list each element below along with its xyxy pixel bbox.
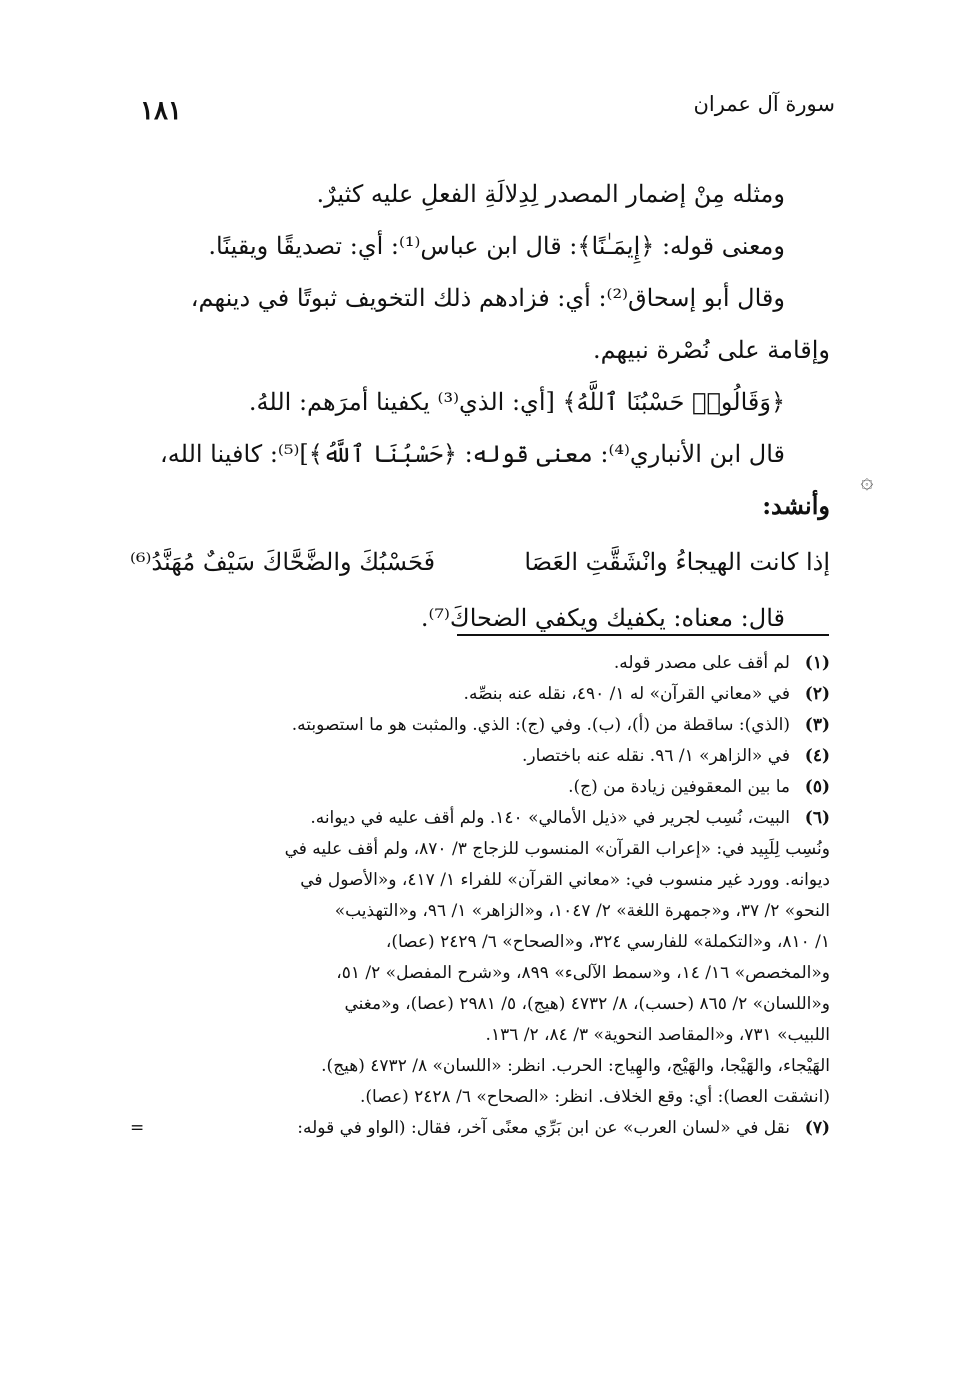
verse-first-hemistich: إذا كانت الهيجاءُ وانْشَقَّتِ العَصَا	[524, 548, 830, 576]
footnote-number: (٥)	[804, 777, 830, 797]
footnote-text: (الذي): ساقطة من (أ)، (ب). وفي (ج): الذي. والمثبت هو ما استصوبته.	[291, 715, 790, 735]
footnote-continuation: الهَيْجاء، والهَيْجا، والهَيْج، والهِياج: الحرب. انظر: «اللسان» ٨/ ٤٧٣٢ (هيج).	[321, 1056, 830, 1076]
footnote-continuation: و«المخصص» ١٦/ ١٤، و«سمط الآلىء» ٨٩٩، و«شرح المفصل» ٢/ ٥١،	[336, 963, 830, 983]
footnote-text: البيت، نُسِب لجرير في «ذيل الأمالي» ١٤٠. ولم أقف عليه في ديوانه.	[310, 808, 790, 828]
footnote-number: (٦)	[804, 808, 830, 828]
footnote	[130, 1113, 830, 1144]
main-text	[130, 168, 830, 644]
footnote	[130, 741, 830, 772]
footnote-text: في «الزاهر» ١/ ٩٦. نقله عنه باختصار.	[522, 746, 790, 766]
footnote-number: (٤)	[804, 746, 830, 766]
footnote-text: لم أقف على مصدر قوله.	[613, 653, 790, 673]
verse-second-hemistich: فَحَسْبُكَ والضَّحَّاكَ سَيْفٌ مُهَنَّدُ⁽⁶⁾	[130, 548, 436, 576]
footnote-text: ما بين المعقوفين زيادة من (ج).	[568, 777, 790, 797]
footnote	[130, 803, 830, 834]
text-line: وأنشد:	[762, 491, 830, 520]
footnote-number: (١)	[804, 653, 830, 673]
footnote-number: (٣)	[804, 715, 830, 735]
text-line: وإقامة على نُصْرة نبيهم.	[592, 336, 830, 364]
footnote-continuation: (انشقت العصا): أي: وقع الخلاف. انظر: «الصحاح» ٦/ ٢٤٢٨ (عصا).	[360, 1087, 830, 1107]
footnotes	[130, 648, 830, 1144]
footnote-continuation: النحو» ٢/ ٣٧، و«جمهرة اللغة» ٢/ ١٠٤٧، و«الزاهر» ١/ ٩٦، و«التهذيب»	[334, 901, 830, 921]
footnote-continuation: ديوانه. وورد غير منسوب في: «معاني القرآن» للفراء ١/ ٤١٧، و«الأصول في	[300, 870, 830, 890]
footnote-separator	[457, 634, 829, 636]
footnote-text: نقل في «لسان العرب» عن ابن بَرِّي معنًى آخر، فقال: (الواو في قوله:	[297, 1118, 790, 1138]
footnote-continuation: و«اللسان» ٢/ ٨٦٥ (حسب)، ٨/ ٤٧٣٢ (هيج)، ٥/ ٢٩٨١ (عصا)، و«مغني	[344, 994, 830, 1014]
continuation-mark: =	[130, 1118, 145, 1138]
text-line: ومثله مِنْ إضمار المصدر لِدِلالَةِ الفعلِ عليه كثيرٌ.	[316, 180, 785, 208]
margin-ornament-icon: ۞	[860, 469, 874, 494]
text-line: ﴿وَقَالُوا۟ حَسْبُنَا ٱللَّهُ﴾ [أي: الذي⁽³⁾ يكفينا أمرَهم: اللهُ.	[248, 388, 785, 416]
page-number: ١٨١	[140, 96, 182, 126]
footnote	[130, 772, 830, 803]
footnote-continuation: ١/ ٨١٠، و«التكملة» للفارسي ٣٢٤، و«الصحاح» ٦/ ٢٤٢٩ (عصا)،	[385, 932, 830, 952]
poetry-verse	[130, 532, 830, 592]
footnote	[130, 679, 830, 710]
footnote-continuation: ونُسِب لِلَبِيد في: «إعراب القرآن» المنسوب للزجاج ٣/ ٨٧٠، ولم أقف عليه في	[284, 839, 830, 859]
text-line: وقال أبو إسحاق⁽²⁾: أي: فزادهم ذلك التخويف ثبوتًا في دينهم،	[190, 284, 785, 312]
text-line: ومعنى قوله: ﴿إِيمَـٰنًا﴾: قال ابن عباس⁽¹⁾: أي: تصديقًا ويقينًا.	[208, 232, 785, 260]
text-line: قال ابن الأنباري⁽⁴⁾: معنى قوله: ﴿حَسْبُنَا ٱللَّهُ﴾]⁽⁵⁾: كافينا الله،	[160, 440, 785, 468]
footnote-number: (٢)	[804, 684, 830, 704]
running-header-title: سورة آل عمران	[693, 92, 835, 116]
footnote	[130, 648, 830, 679]
footnote-number: (٧)	[804, 1118, 830, 1138]
footnote-continuation: اللبيب» ٧٣١، و«المقاصد النحوية» ٣/ ٨٤، ٢/ ١٣٦.	[485, 1025, 830, 1045]
footnote-text: في «معاني القرآن» له ١/ ٤٩٠، نقله عنه بنصِّه.	[463, 684, 790, 704]
footnote	[130, 710, 830, 741]
text-line: قال: معناه: يكفيك ويكفي الضحاكَ⁽⁷⁾.	[420, 604, 785, 632]
